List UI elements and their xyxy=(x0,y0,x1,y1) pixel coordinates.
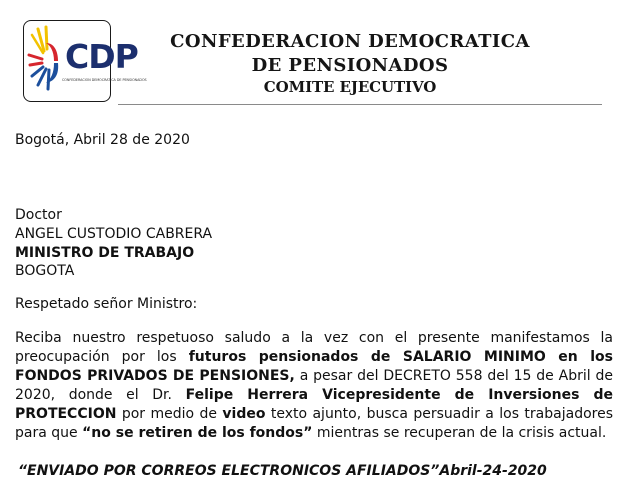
letter-body xyxy=(15,329,613,443)
body-text-2: a pesar del DECRETO 558 del 15 de Abril de 2020, donde el Dr. xyxy=(15,368,613,403)
recipient-city: BOGOTA xyxy=(15,263,75,279)
committee-name: COMITE EJECUTIVO xyxy=(263,78,437,96)
cdp-logo xyxy=(23,20,147,102)
salutation: Respetado señor Ministro: xyxy=(15,296,198,312)
logo-tagline: CONFEDERACION DEMOCRATICA DE PENSIONADOS xyxy=(62,78,147,82)
body-bold-3: video xyxy=(222,406,266,422)
header-divider xyxy=(118,104,602,105)
logo-text: CDP xyxy=(65,37,138,76)
body-bold-4: “no se retiren de los fondos” xyxy=(82,425,313,441)
body-bold-2: Felipe Herrera Vicepresidente de Inversiones de PROTECCION xyxy=(15,387,613,422)
recipient-position: MINISTRO DE TRABAJO xyxy=(15,245,195,261)
org-name-line1: CONFEDERACION DEMOCRATICA xyxy=(170,31,530,52)
body-text-1: Reciba nuestro respetuoso saludo a la vez con el presente manifestamos la preocupación por los xyxy=(15,330,613,365)
recipient-name: ANGEL CUSTODIO CABRERA xyxy=(15,226,213,242)
org-name-line2: DE PENSIONADOS xyxy=(251,55,449,76)
body-bold-1: futuros pensionados de SALARIO MINIMO en los FONDOS PRIVADOS DE PENSIONES, xyxy=(15,349,613,384)
sent-by-note: “ENVIADO POR CORREOS ELECTRONICOS AFILIADOS”Abril-24-2020 xyxy=(18,463,547,479)
body-text-4: texto ajunto, busca persuadir a los trabajadores para que xyxy=(15,406,614,441)
recipient-title: Doctor xyxy=(15,207,62,223)
letter-date: Bogotá, Abril 28 de 2020 xyxy=(15,132,190,148)
body-text-5: mientras se recuperan de la crisis actual. xyxy=(312,425,607,441)
body-text-3: por medio de xyxy=(116,406,223,422)
